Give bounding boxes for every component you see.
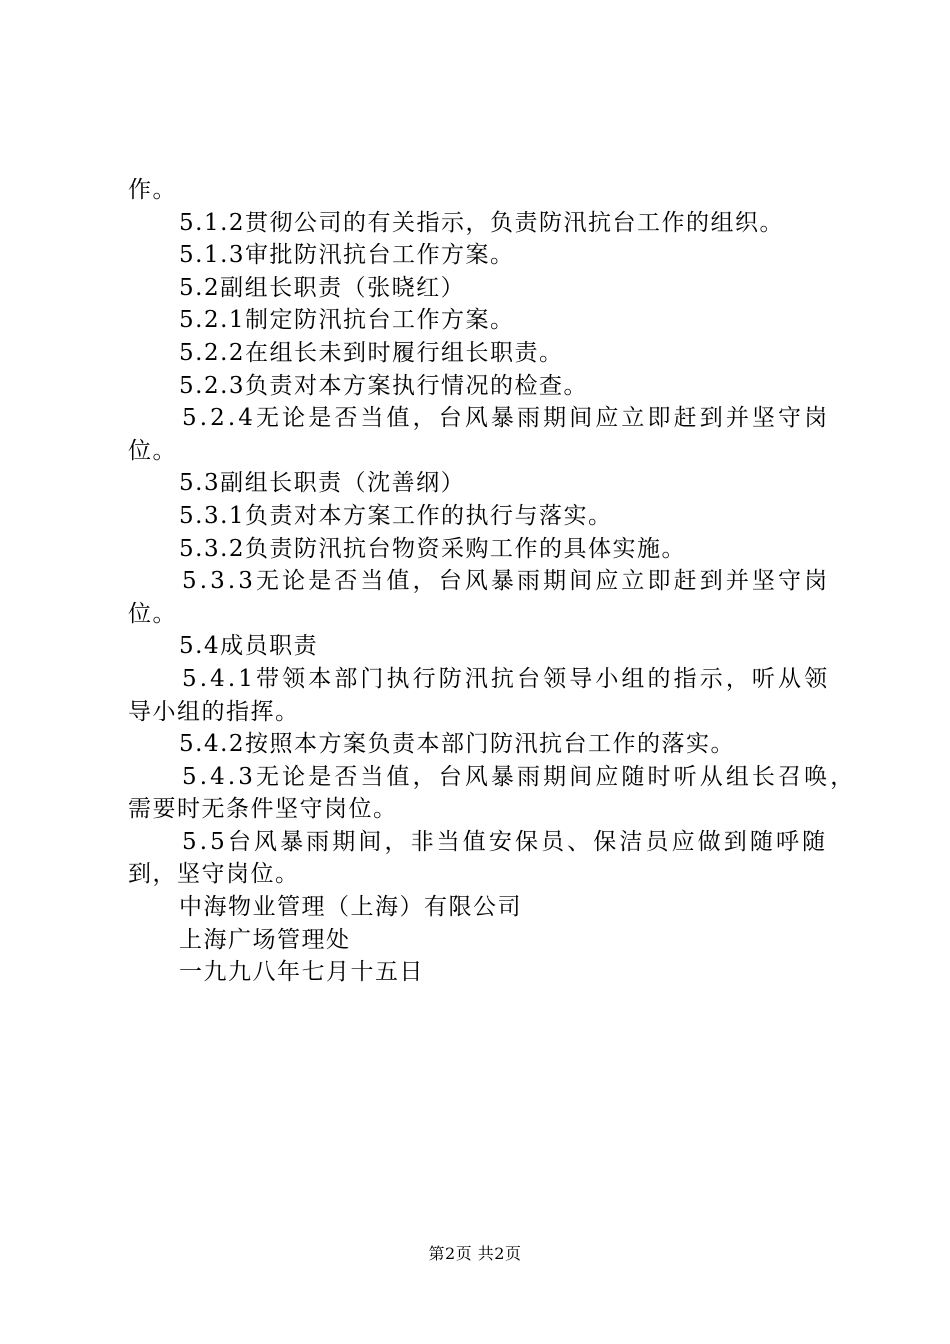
text-line: 5.1.3审批防汛抗台工作方案。 <box>179 242 515 269</box>
office-name: 上海广场管理处 <box>179 926 351 953</box>
text-line: 5.3.1负责对本方案工作的执行与落实。 <box>179 502 613 529</box>
text-line: 作。 <box>128 177 177 203</box>
document-date: 一九九八年七月十五日 <box>179 959 424 986</box>
text-line: 5.4.3无论是否当值，台风暴雨期间应随时听从组长召唤， <box>182 763 857 790</box>
text-line: 5.3.3无论是否当值，台风暴雨期间应立即赶到并坚守岗 <box>182 568 831 595</box>
text-line: 5.1.2贯彻公司的有关指示，负责防汛抗台工作的组织。 <box>179 209 785 236</box>
text-line: 5.2.1制定防汛抗台工作方案。 <box>179 307 515 334</box>
document-body <box>128 174 857 989</box>
text-line: 5.4.2按照本方案负责本部门防汛抗台工作的落实。 <box>179 731 736 758</box>
text-line: 位。 <box>128 437 177 464</box>
text-line: 5.2.2在组长未到时履行组长职责。 <box>179 339 564 366</box>
page-number-footer: 第2页 共2页 <box>428 1244 522 1263</box>
text-line: 5.2.3负责对本方案执行情况的检查。 <box>179 372 589 399</box>
text-line: 需要时无条件坚守岗位。 <box>128 796 398 823</box>
company-name: 中海物业管理（上海）有限公司 <box>179 894 522 921</box>
section-heading: 5.2副组长职责（张晓红） <box>179 274 466 301</box>
text-line: 5.2.4无论是否当值，台风暴雨期间应立即赶到并坚守岗 <box>182 405 831 432</box>
text-line: 到，坚守岗位。 <box>128 861 300 888</box>
text-line: 位。 <box>128 600 177 627</box>
text-line: 5.4.1带领本部门执行防汛抗台领导小组的指示，听从领 <box>182 665 831 692</box>
text-line: 5.5台风暴雨期间，非当值安保员、保洁员应做到随呼随 <box>182 828 829 855</box>
text-line: 5.3.2负责防汛抗台物资采购工作的具体实施。 <box>179 535 687 562</box>
section-heading: 5.3副组长职责（沈善纲） <box>179 470 466 497</box>
text-line: 导小组的指挥。 <box>128 698 300 725</box>
section-heading: 5.4成员职责 <box>179 633 319 660</box>
